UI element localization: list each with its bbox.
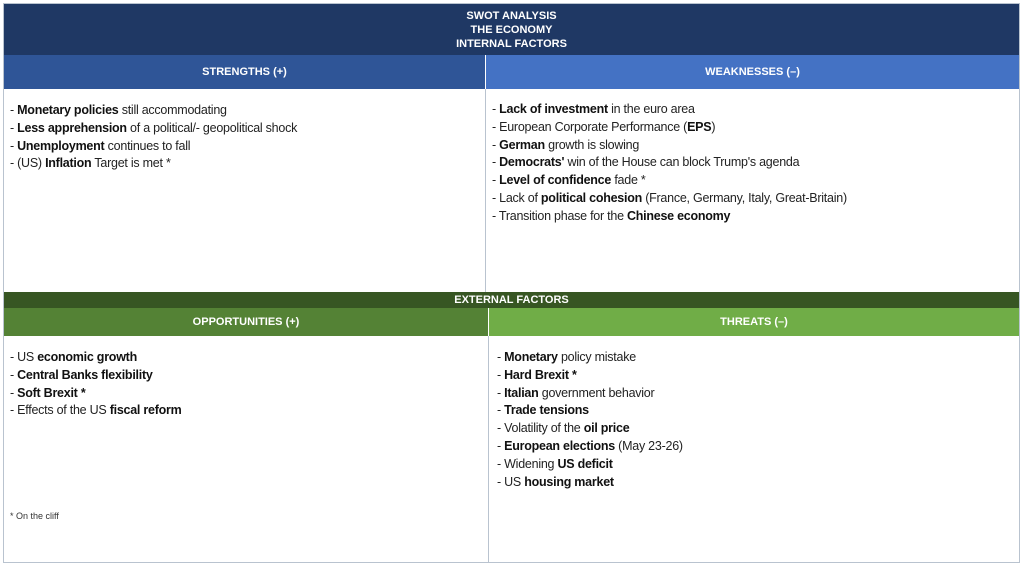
- text: win of the House can block Trump's agenda: [564, 155, 800, 170]
- bold-text: Chinese economy: [627, 208, 731, 223]
- list-item: [492, 101, 1019, 119]
- list-item: [497, 420, 1019, 438]
- bold-text: European elections: [504, 438, 615, 453]
- text: - European Corporate Performance (: [492, 119, 688, 134]
- threats-header: THREATS (–): [489, 308, 1019, 336]
- bold-text: German: [499, 137, 545, 152]
- list-item: [10, 120, 485, 138]
- opportunities-header: OPPORTUNITIES (+): [4, 308, 488, 336]
- footnote: * On the cliff: [10, 511, 59, 521]
- weaknesses-list: [492, 101, 1019, 226]
- text: fade *: [611, 173, 646, 188]
- list-item: [492, 172, 1019, 190]
- bold-text: housing market: [524, 474, 614, 489]
- external-factors-header: EXTERNAL FACTORS: [4, 292, 1019, 308]
- strengths-header: STRENGTHS (+): [4, 55, 485, 89]
- bold-text: Democrats': [499, 155, 565, 170]
- title-line-economy: THE ECONOMY: [470, 24, 553, 36]
- weaknesses-cell: [486, 89, 1019, 292]
- bold-text: Trade tensions: [504, 403, 589, 418]
- text: ): [711, 119, 716, 134]
- text: - Transition phase for the: [492, 208, 627, 223]
- bold-text: fiscal reform: [109, 403, 182, 418]
- bold-text: Central Banks flexibility: [17, 367, 153, 382]
- text: - Effects of the US: [10, 403, 110, 418]
- text: in the euro area: [607, 102, 695, 116]
- bold-text: Lack of investment: [499, 102, 608, 116]
- bold-text: US deficit: [557, 456, 613, 471]
- text: Target is met *: [91, 156, 171, 171]
- text: (May 23-26): [614, 438, 683, 453]
- text: - Volatility of the: [497, 421, 584, 436]
- bold-text: oil price: [583, 421, 630, 436]
- threats-cell: [489, 336, 1019, 562]
- list-item: [10, 367, 488, 385]
- weaknesses-header: WEAKNESSES (–): [486, 55, 1019, 89]
- list-item: [492, 190, 1019, 208]
- list-item: [10, 349, 488, 367]
- text: continues to fall: [104, 138, 191, 153]
- bold-text: Monetary policies: [17, 103, 119, 117]
- bold-text: Less apprehension: [17, 120, 127, 135]
- list-item: [10, 402, 488, 420]
- text: of a political/- geopolitical shock: [126, 120, 298, 135]
- list-item: [10, 102, 485, 120]
- list-item: [10, 385, 488, 403]
- title-line-swot: SWOT ANALYSIS: [466, 10, 557, 22]
- strengths-cell: [4, 89, 485, 292]
- list-item: [10, 155, 485, 173]
- text: -: [10, 120, 18, 135]
- title-line-internal: INTERNAL FACTORS: [456, 38, 567, 50]
- text: -: [497, 403, 505, 418]
- bold-text: economic growth: [37, 350, 137, 364]
- text: -: [10, 138, 18, 153]
- text: -: [492, 102, 500, 116]
- text: still accommodating: [118, 103, 227, 117]
- text: -: [10, 103, 18, 117]
- list-item: [492, 119, 1019, 137]
- bold-text: Unemployment: [17, 138, 105, 153]
- text: -: [10, 367, 18, 382]
- text: - Widening: [497, 456, 558, 471]
- text: government behavior: [538, 385, 655, 400]
- list-item: [10, 138, 485, 156]
- text: -: [492, 173, 500, 188]
- list-item: [497, 456, 1019, 474]
- list-item: [497, 367, 1019, 385]
- swot-table: [3, 3, 1020, 563]
- opportunities-cell: [4, 336, 488, 562]
- bold-text: Italian: [504, 385, 539, 400]
- list-item: [492, 137, 1019, 155]
- text: -: [497, 438, 505, 453]
- list-item: [497, 438, 1019, 456]
- text: (France, Germany, Italy, Great-Britain): [642, 190, 847, 205]
- list-item: [497, 474, 1019, 492]
- list-item: [492, 154, 1019, 172]
- text: - (US): [10, 156, 46, 171]
- bold-text: Level of confidence: [499, 173, 612, 188]
- text: - Lack of: [492, 190, 541, 205]
- text: growth is slowing: [544, 137, 640, 152]
- strengths-list: [10, 102, 485, 173]
- list-item: [497, 385, 1019, 403]
- text: -: [497, 385, 505, 400]
- text: -: [497, 367, 505, 382]
- bold-text: Soft Brexit *: [17, 385, 86, 400]
- bold-text: EPS: [687, 119, 712, 134]
- bold-text: Monetary: [504, 350, 558, 364]
- list-item: [492, 208, 1019, 226]
- bold-text: Inflation: [45, 156, 92, 171]
- bold-text: political cohesion: [540, 190, 642, 205]
- text: policy mistake: [557, 350, 636, 364]
- text: -: [492, 155, 500, 170]
- text: -: [10, 385, 18, 400]
- list-item: [497, 402, 1019, 420]
- text: -: [497, 350, 505, 364]
- title-bar: [4, 4, 1019, 55]
- opportunities-list: [10, 349, 488, 420]
- text: - US: [497, 474, 525, 489]
- bold-text: Hard Brexit *: [504, 367, 577, 382]
- text: -: [492, 137, 500, 152]
- threats-list: [497, 349, 1019, 491]
- text: - US: [10, 350, 38, 364]
- list-item: [497, 349, 1019, 367]
